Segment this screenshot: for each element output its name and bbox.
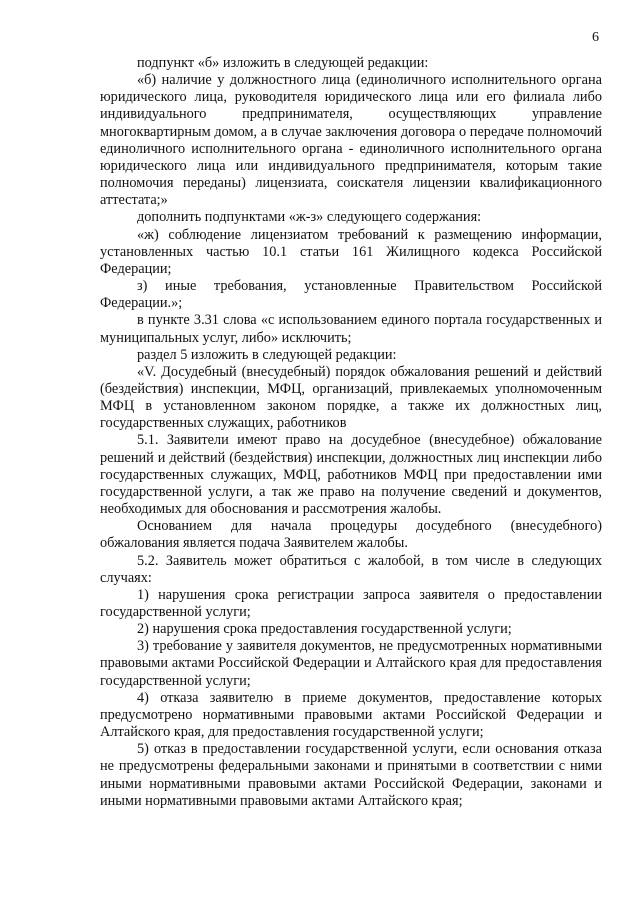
page-number: 6 [592,30,599,45]
document-body [100,55,602,810]
paragraph-item-3-31: в пункте 3.31 слова «с использованием единого портала государственных и муниципальных услуг, либо» исключить; [100,312,602,346]
paragraph-b-text: «б) наличие у должностного лица (единоличного исполнительного органа юридического лица, руководителя юридического лица или его филиала либо индивидуального предпринимателя, осуществляющих управление многоквартирным домом, а в случае заключения договора о передаче полномочий единоличного исполнительного органа - единоличного исполнительного органа юридического лица или индивидуального предпринимателя, которым такие полномочия переданы) лицензиата, соискателя лицензии квалификационного аттестата;» [100,72,602,209]
paragraph-grounds: Основанием для начала процедуры досудебного (внесудебного) обжалования является подача Заявителем жалобы. [100,518,602,552]
paragraph-5-2: 5.2. Заявитель может обратиться с жалобой, в том числе в следующих случаях: [100,552,602,586]
list-item-3: 3) требование у заявителя документов, не предусмотренных нормативными правовыми актами Российской Федерации и Алтайского края для предоставления государственной услуги; [100,638,602,689]
paragraph-z-text: з) иные требования, установленные Правительством Российской Федерации.»; [100,278,602,312]
list-item-5: 5) отказ в предоставлении государственной услуги, если основания отказа не предусмотрены федеральными законами и принятыми в соответствии с ними иными нормативными правовыми актами Российской Федерации, законами и иными нормативными правовыми актами Алтайского края; [100,741,602,809]
paragraph-section-5-intro: раздел 5 изложить в следующей редакции: [137,346,397,363]
list-item-4: 4) отказа заявителю в приеме документов, предоставление которых предусмотрено нормативными правовыми актами Российской Федерации и Алтайского края, для предоставления государственной услуги; [100,689,602,741]
list-item-1: 1) нарушения срока регистрации запроса заявителя о предоставлении государственной услуги; [100,586,602,620]
section-v-heading: «V. Досудебный (внесудебный) порядок обжалования решений и действий (бездействия) инспекции, МФЦ, организаций, привлекаемых уполномоченным МФЦ в установленном законом порядке, а также их должностных лиц, государственных служащих, работников [100,363,602,432]
paragraph-5-1: 5.1. Заявители имеют право на досудебное (внесудебное) обжалование решений и действий (бездействия) инспекции, должностных лиц инспекции либо государственных служащих, МФЦ, работников МФЦ при предоставлении ими государственной услуги, а так же право на получение сведений и документов, необходимых для обоснования и рассмотрения жалобы. [100,432,602,518]
paragraph-add-zh-z: дополнить подпунктами «ж-з» следующего содержания: [137,209,482,226]
list-item-2: 2) нарушения срока предоставления государственной услуги; [137,621,512,638]
paragraph-zh-text: «ж) соблюдение лицензиатом требований к размещению информации, установленных частью 10.1 статьи 161 Жилищного кодекса Российской Федерации; [100,226,602,277]
paragraph-amend-b: подпункт «б» изложить в следующей редакции: [137,55,429,71]
